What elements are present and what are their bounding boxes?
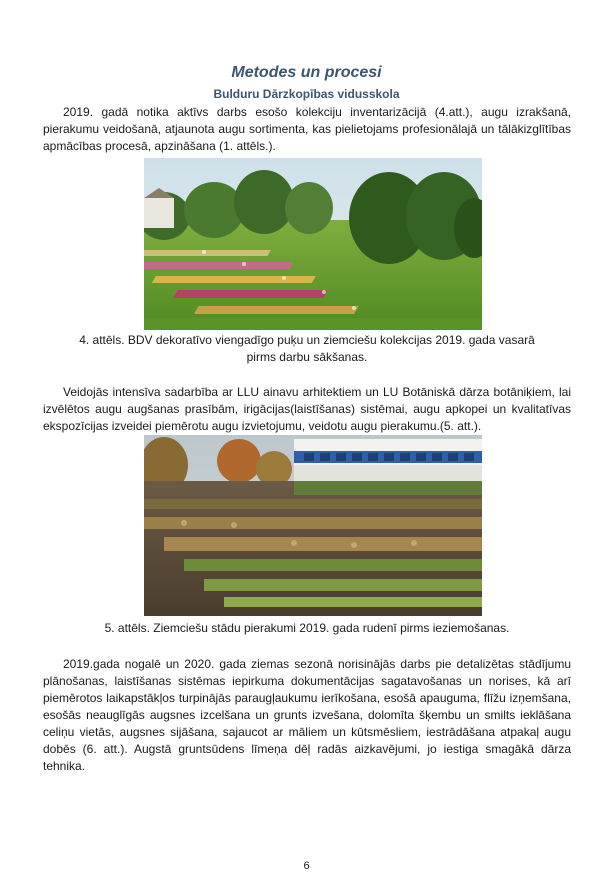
page-number: 6 bbox=[303, 860, 310, 872]
figure-5-photo bbox=[144, 435, 482, 616]
paragraph-1: 2019. gadā notika aktīvs darbs esošo kolekciju inventarizācijā (4.att.), augu izrakšanā, pierakumu veidošanā, atjaunota augu sortimenta, kas pielietojams profesionālajā un tālākizglītības apmācības procesā, apzināšana (1. attēls.). bbox=[43, 105, 571, 153]
figure-4-caption-line-2: pirms darbu sākšanas. bbox=[246, 350, 368, 364]
section-title: Metodes un procesi bbox=[231, 64, 382, 81]
section-subtitle: Bulduru Dārzkopības vidusskola bbox=[213, 87, 400, 101]
paragraph-3: 2019.gada nogalē un 2020. gada ziemas sezonā norisinājās darbs pie detalizētas stādījumu plānošanas, laistīšanas sistēmas iepirkuma dokumentācijas sagatavošanas un norises, kā arī piemērotos laikapstākļos turpinājās paraugļaukumu ierīkošana, esošā apauguma, flīžu izņemšana, esošās neauglīgās augsnes izcelšana un grunts izvešana, dolomīta šķembu un smilts ieklāšana celiņu vietās, augsnes sijāšana, sajaucot ar māliem un kūtsmēsliem, iestrādāšana atpakaļ augu dobēs (6. att.). Augstā gruntsūdens līmeņa dēļ radās aizkavējumi, jo iestiga smagākā dārza tehnika. bbox=[43, 657, 571, 773]
figure-4-photo bbox=[144, 158, 482, 330]
figure-4-caption-line-1: 4. attēls. BDV dekoratīvo viengadīgo puķu un ziemciešu kolekcijas 2019. gada vasarā bbox=[79, 333, 535, 347]
garden-summer-illustration bbox=[144, 158, 482, 330]
figure-5-caption: 5. attēls. Ziemciešu stādu pierakumi 2019. gada rudenī pirms ieziemošanas. bbox=[104, 621, 510, 635]
nursery-autumn-illustration bbox=[144, 435, 482, 616]
paragraph-2: Veidojās intensīva sadarbība ar LLU ainavu arhitektiem un LU Botāniskā dārza botāniķiem, lai izvēlētos augu augšanas prasībām, irigācijas(laistīšanas) sistēmai, augu apkopei un kvalitatīvas ekspozīcijas izveidei piemērotu augu izvietojumu, veidotu augu pierakumu.(5. att.). bbox=[43, 385, 571, 433]
